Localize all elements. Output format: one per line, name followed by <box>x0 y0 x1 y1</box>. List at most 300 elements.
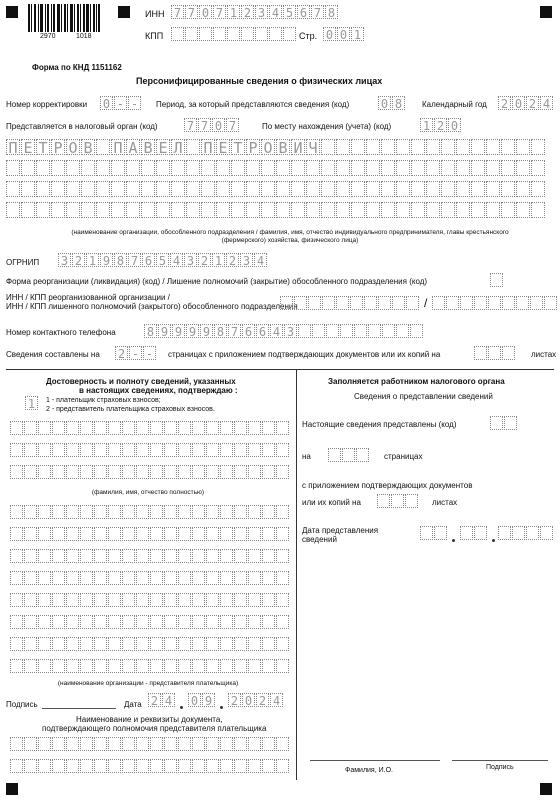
char-cell[interactable] <box>262 615 275 629</box>
char-cell[interactable]: 0 <box>512 96 525 110</box>
char-cell[interactable] <box>94 759 107 773</box>
char-cell[interactable] <box>234 593 247 607</box>
char-cell[interactable] <box>248 593 261 607</box>
char-cell[interactable]: 0 <box>188 693 201 707</box>
char-cell[interactable] <box>122 659 135 673</box>
char-cell[interactable] <box>94 615 107 629</box>
char-cell[interactable] <box>441 160 455 176</box>
char-cell[interactable]: 4 <box>254 253 267 267</box>
char-cell[interactable] <box>488 346 501 360</box>
char-cell[interactable] <box>156 160 170 176</box>
char-cell[interactable] <box>276 759 289 773</box>
char-cell[interactable] <box>38 527 51 541</box>
char-cell[interactable] <box>164 505 177 519</box>
char-cell[interactable] <box>94 549 107 563</box>
char-cell[interactable] <box>80 505 93 519</box>
char-cell[interactable] <box>526 526 539 540</box>
char-cell[interactable] <box>66 505 79 519</box>
char-cell[interactable]: 7 <box>213 5 226 19</box>
char-cell[interactable]: 2 <box>256 693 269 707</box>
char-cell[interactable] <box>381 181 395 197</box>
char-cell[interactable] <box>80 637 93 651</box>
char-cell[interactable] <box>185 27 198 41</box>
char-cell[interactable] <box>234 505 247 519</box>
char-cell[interactable]: 7 <box>198 118 211 132</box>
char-cell[interactable] <box>136 549 149 563</box>
char-cell[interactable] <box>276 637 289 651</box>
char-cell[interactable] <box>486 181 500 197</box>
char-cell[interactable] <box>321 181 335 197</box>
char-cell[interactable]: 2 <box>228 693 241 707</box>
char-cell[interactable] <box>234 737 247 751</box>
kpp-field[interactable] <box>171 27 297 41</box>
char-cell[interactable] <box>150 571 163 585</box>
char-cell[interactable]: 3 <box>255 5 268 19</box>
char-cell[interactable]: 4 <box>162 693 175 707</box>
char-cell[interactable] <box>201 181 215 197</box>
char-cell[interactable] <box>501 181 515 197</box>
year-field[interactable] <box>498 96 554 110</box>
char-cell[interactable] <box>276 659 289 673</box>
char-cell[interactable]: 0 <box>242 693 255 707</box>
char-cell[interactable] <box>366 181 380 197</box>
char-cell[interactable] <box>248 421 261 435</box>
char-cell[interactable]: 9 <box>186 324 199 338</box>
char-cell[interactable] <box>192 737 205 751</box>
char-cell[interactable] <box>52 659 65 673</box>
char-cell[interactable] <box>186 160 200 176</box>
char-cell[interactable] <box>186 139 200 155</box>
char-cell[interactable] <box>248 549 261 563</box>
char-cell[interactable]: 7 <box>185 5 198 19</box>
char-cell[interactable]: Е <box>156 139 170 155</box>
char-cell[interactable] <box>10 615 23 629</box>
char-cell[interactable] <box>206 637 219 651</box>
char-cell[interactable] <box>220 615 233 629</box>
char-cell[interactable] <box>94 659 107 673</box>
rep-org-row-1[interactable] <box>10 505 290 519</box>
char-cell[interactable] <box>38 637 51 651</box>
rep-org-row-8[interactable] <box>10 659 290 673</box>
char-cell[interactable] <box>262 593 275 607</box>
char-cell[interactable] <box>220 637 233 651</box>
char-cell[interactable] <box>356 448 369 462</box>
char-cell[interactable]: 5 <box>156 253 169 267</box>
char-cell[interactable] <box>381 160 395 176</box>
char-cell[interactable] <box>220 443 233 457</box>
char-cell[interactable] <box>80 527 93 541</box>
char-cell[interactable] <box>51 181 65 197</box>
char-cell[interactable] <box>66 421 79 435</box>
char-cell[interactable] <box>150 759 163 773</box>
char-cell[interactable] <box>36 202 50 218</box>
char-cell[interactable]: 1 <box>351 27 364 41</box>
signer-code-field[interactable] <box>25 396 39 410</box>
char-cell[interactable] <box>136 421 149 435</box>
char-cell[interactable] <box>94 465 107 479</box>
char-cell[interactable] <box>81 181 95 197</box>
char-cell[interactable] <box>38 465 51 479</box>
char-cell[interactable]: 2 <box>526 96 539 110</box>
char-cell[interactable] <box>136 615 149 629</box>
char-cell[interactable] <box>192 549 205 563</box>
char-cell[interactable] <box>156 181 170 197</box>
char-cell[interactable] <box>420 526 433 540</box>
char-cell[interactable] <box>261 181 275 197</box>
char-cell[interactable]: 6 <box>256 324 269 338</box>
char-cell[interactable] <box>10 421 23 435</box>
char-cell[interactable] <box>216 160 230 176</box>
char-cell[interactable] <box>164 637 177 651</box>
char-cell[interactable] <box>38 659 51 673</box>
char-cell[interactable] <box>38 505 51 519</box>
char-cell[interactable] <box>231 202 245 218</box>
char-cell[interactable] <box>234 527 247 541</box>
char-cell[interactable] <box>192 759 205 773</box>
char-cell[interactable] <box>136 737 149 751</box>
char-cell[interactable] <box>52 571 65 585</box>
char-cell[interactable] <box>255 27 268 41</box>
char-cell[interactable] <box>21 181 35 197</box>
char-cell[interactable]: 6 <box>242 324 255 338</box>
char-cell[interactable] <box>80 443 93 457</box>
char-cell[interactable] <box>66 637 79 651</box>
char-cell[interactable]: 2 <box>148 693 161 707</box>
char-cell[interactable] <box>241 27 254 41</box>
date-month-field[interactable] <box>188 693 216 707</box>
date-year-field[interactable] <box>228 693 284 707</box>
char-cell[interactable] <box>227 27 240 41</box>
char-cell[interactable] <box>10 443 23 457</box>
char-cell[interactable] <box>38 443 51 457</box>
char-cell[interactable] <box>234 637 247 651</box>
char-cell[interactable] <box>150 527 163 541</box>
char-cell[interactable] <box>136 527 149 541</box>
char-cell[interactable] <box>164 593 177 607</box>
char-cell[interactable] <box>136 505 149 519</box>
char-cell[interactable] <box>366 139 380 155</box>
signer-fio-row-1[interactable] <box>10 421 290 435</box>
char-cell[interactable]: 9 <box>100 253 113 267</box>
char-cell[interactable] <box>328 448 341 462</box>
char-cell[interactable] <box>171 27 184 41</box>
char-cell[interactable] <box>276 181 290 197</box>
char-cell[interactable]: - <box>129 346 142 360</box>
char-cell[interactable] <box>471 202 485 218</box>
char-cell[interactable] <box>410 324 423 338</box>
char-cell[interactable] <box>141 181 155 197</box>
char-cell[interactable]: Т <box>36 139 50 155</box>
rep-org-row-2[interactable] <box>10 527 290 541</box>
tax-fio-line[interactable] <box>310 760 440 761</box>
char-cell[interactable] <box>396 139 410 155</box>
char-cell[interactable]: 9 <box>202 693 215 707</box>
char-cell[interactable] <box>276 571 289 585</box>
char-cell[interactable]: 8 <box>325 5 338 19</box>
char-cell[interactable] <box>298 324 311 338</box>
char-cell[interactable] <box>94 571 107 585</box>
char-cell[interactable]: 2 <box>434 118 447 132</box>
char-cell[interactable] <box>96 139 110 155</box>
char-cell[interactable] <box>411 160 425 176</box>
char-cell[interactable]: 2 <box>115 346 128 360</box>
char-cell[interactable] <box>471 181 485 197</box>
char-cell[interactable] <box>80 615 93 629</box>
char-cell[interactable] <box>530 296 543 310</box>
char-cell[interactable] <box>471 160 485 176</box>
char-cell[interactable] <box>150 593 163 607</box>
char-cell[interactable] <box>262 549 275 563</box>
char-cell[interactable] <box>262 465 275 479</box>
char-cell[interactable] <box>111 160 125 176</box>
char-cell[interactable] <box>51 160 65 176</box>
char-cell[interactable]: 9 <box>158 324 171 338</box>
char-cell[interactable] <box>269 27 282 41</box>
char-cell[interactable] <box>262 527 275 541</box>
char-cell[interactable] <box>381 139 395 155</box>
char-cell[interactable] <box>164 659 177 673</box>
char-cell[interactable] <box>66 737 79 751</box>
char-cell[interactable]: 4 <box>270 693 283 707</box>
char-cell[interactable] <box>108 527 121 541</box>
char-cell[interactable] <box>126 202 140 218</box>
char-cell[interactable] <box>206 737 219 751</box>
char-cell[interactable] <box>206 593 219 607</box>
char-cell[interactable] <box>80 549 93 563</box>
char-cell[interactable] <box>136 465 149 479</box>
char-cell[interactable] <box>504 416 517 430</box>
char-cell[interactable] <box>81 202 95 218</box>
doc-row-1[interactable] <box>10 737 290 751</box>
tax-date-day[interactable] <box>420 526 448 540</box>
char-cell[interactable] <box>291 181 305 197</box>
char-cell[interactable] <box>108 505 121 519</box>
char-cell[interactable] <box>80 593 93 607</box>
char-cell[interactable]: И <box>291 139 305 155</box>
char-cell[interactable] <box>122 571 135 585</box>
char-cell[interactable] <box>432 296 445 310</box>
char-cell[interactable]: Р <box>246 139 260 155</box>
char-cell[interactable] <box>10 527 23 541</box>
char-cell[interactable] <box>276 527 289 541</box>
char-cell[interactable]: 7 <box>226 118 239 132</box>
char-cell[interactable] <box>276 615 289 629</box>
rep-org-row-6[interactable] <box>10 615 290 629</box>
char-cell[interactable] <box>396 181 410 197</box>
char-cell[interactable] <box>206 443 219 457</box>
char-cell[interactable] <box>486 202 500 218</box>
char-cell[interactable] <box>150 659 163 673</box>
char-cell[interactable] <box>231 160 245 176</box>
tax-date-year[interactable] <box>498 526 554 540</box>
char-cell[interactable] <box>262 571 275 585</box>
char-cell[interactable] <box>276 505 289 519</box>
char-cell[interactable] <box>21 202 35 218</box>
char-cell[interactable] <box>80 737 93 751</box>
char-cell[interactable] <box>94 737 107 751</box>
char-cell[interactable]: О <box>66 139 80 155</box>
char-cell[interactable] <box>531 160 545 176</box>
char-cell[interactable] <box>291 202 305 218</box>
char-cell[interactable] <box>66 615 79 629</box>
char-cell[interactable] <box>336 160 350 176</box>
char-cell[interactable] <box>111 202 125 218</box>
char-cell[interactable] <box>501 139 515 155</box>
char-cell[interactable] <box>141 160 155 176</box>
char-cell[interactable] <box>206 659 219 673</box>
char-cell[interactable] <box>66 443 79 457</box>
char-cell[interactable] <box>192 443 205 457</box>
char-cell[interactable] <box>38 737 51 751</box>
char-cell[interactable] <box>36 160 50 176</box>
char-cell[interactable] <box>66 527 79 541</box>
char-cell[interactable] <box>441 202 455 218</box>
char-cell[interactable] <box>246 181 260 197</box>
char-cell[interactable] <box>164 421 177 435</box>
char-cell[interactable] <box>216 181 230 197</box>
reorg-kpp-field[interactable] <box>432 296 558 310</box>
char-cell[interactable] <box>38 421 51 435</box>
char-cell[interactable] <box>10 759 23 773</box>
char-cell[interactable] <box>66 759 79 773</box>
char-cell[interactable] <box>248 637 261 651</box>
char-cell[interactable] <box>108 637 121 651</box>
char-cell[interactable] <box>108 549 121 563</box>
char-cell[interactable]: В <box>81 139 95 155</box>
char-cell[interactable] <box>502 296 515 310</box>
char-cell[interactable] <box>51 202 65 218</box>
period-field[interactable] <box>378 96 406 110</box>
char-cell[interactable] <box>66 181 80 197</box>
char-cell[interactable] <box>178 549 191 563</box>
char-cell[interactable] <box>136 443 149 457</box>
char-cell[interactable]: 5 <box>283 5 296 19</box>
char-cell[interactable] <box>6 202 20 218</box>
char-cell[interactable] <box>66 593 79 607</box>
char-cell[interactable] <box>136 637 149 651</box>
char-cell[interactable] <box>262 505 275 519</box>
char-cell[interactable] <box>141 202 155 218</box>
char-cell[interactable] <box>276 443 289 457</box>
char-cell[interactable] <box>80 465 93 479</box>
char-cell[interactable] <box>411 202 425 218</box>
char-cell[interactable] <box>306 160 320 176</box>
char-cell[interactable] <box>213 27 226 41</box>
char-cell[interactable] <box>262 421 275 435</box>
char-cell[interactable] <box>234 465 247 479</box>
char-cell[interactable] <box>426 160 440 176</box>
char-cell[interactable] <box>122 527 135 541</box>
char-cell[interactable] <box>392 296 405 310</box>
char-cell[interactable] <box>351 160 365 176</box>
signer-fio-row-2[interactable] <box>10 443 290 457</box>
char-cell[interactable] <box>186 202 200 218</box>
char-cell[interactable] <box>405 494 418 508</box>
char-cell[interactable] <box>111 181 125 197</box>
char-cell[interactable] <box>178 571 191 585</box>
char-cell[interactable] <box>136 659 149 673</box>
char-cell[interactable]: 1 <box>25 396 38 410</box>
char-cell[interactable] <box>206 759 219 773</box>
char-cell[interactable] <box>234 659 247 673</box>
char-cell[interactable] <box>52 465 65 479</box>
char-cell[interactable] <box>220 465 233 479</box>
presented-code-field[interactable] <box>490 416 518 430</box>
char-cell[interactable] <box>486 139 500 155</box>
char-cell[interactable]: 2 <box>498 96 511 110</box>
char-cell[interactable] <box>411 181 425 197</box>
char-cell[interactable] <box>276 160 290 176</box>
char-cell[interactable] <box>52 637 65 651</box>
char-cell[interactable] <box>366 202 380 218</box>
char-cell[interactable] <box>178 659 191 673</box>
char-cell[interactable] <box>248 615 261 629</box>
char-cell[interactable] <box>206 527 219 541</box>
char-cell[interactable] <box>321 160 335 176</box>
org-name-row-4[interactable] <box>6 202 546 218</box>
char-cell[interactable] <box>381 202 395 218</box>
char-cell[interactable] <box>24 421 37 435</box>
char-cell[interactable] <box>24 615 37 629</box>
location-field[interactable] <box>420 118 462 132</box>
char-cell[interactable] <box>261 160 275 176</box>
tax-organ-field[interactable] <box>184 118 240 132</box>
char-cell[interactable] <box>262 637 275 651</box>
char-cell[interactable] <box>446 296 459 310</box>
char-cell[interactable] <box>306 202 320 218</box>
char-cell[interactable] <box>456 160 470 176</box>
char-cell[interactable]: Ч <box>306 139 320 155</box>
char-cell[interactable] <box>411 139 425 155</box>
char-cell[interactable] <box>206 505 219 519</box>
char-cell[interactable] <box>516 296 529 310</box>
char-cell[interactable] <box>366 160 380 176</box>
char-cell[interactable] <box>122 549 135 563</box>
char-cell[interactable]: В <box>141 139 155 155</box>
char-cell[interactable]: 2 <box>226 253 239 267</box>
char-cell[interactable] <box>24 737 37 751</box>
char-cell[interactable] <box>531 181 545 197</box>
char-cell[interactable] <box>122 443 135 457</box>
char-cell[interactable] <box>150 737 163 751</box>
char-cell[interactable] <box>308 296 321 310</box>
char-cell[interactable]: 3 <box>284 324 297 338</box>
char-cell[interactable] <box>122 465 135 479</box>
signer-fio-row-3[interactable] <box>10 465 290 479</box>
char-cell[interactable] <box>52 505 65 519</box>
char-cell[interactable] <box>164 615 177 629</box>
char-cell[interactable] <box>216 202 230 218</box>
char-cell[interactable] <box>164 465 177 479</box>
page-number-field[interactable] <box>323 27 365 41</box>
char-cell[interactable] <box>192 593 205 607</box>
char-cell[interactable] <box>192 527 205 541</box>
char-cell[interactable] <box>434 526 447 540</box>
char-cell[interactable] <box>441 181 455 197</box>
rep-org-row-5[interactable] <box>10 593 290 607</box>
char-cell[interactable] <box>178 527 191 541</box>
char-cell[interactable] <box>10 659 23 673</box>
char-cell[interactable] <box>24 637 37 651</box>
char-cell[interactable] <box>336 181 350 197</box>
copies-sheets-field[interactable] <box>474 346 516 360</box>
char-cell[interactable] <box>126 160 140 176</box>
char-cell[interactable] <box>248 737 261 751</box>
char-cell[interactable] <box>10 737 23 751</box>
char-cell[interactable] <box>234 443 247 457</box>
char-cell[interactable] <box>426 181 440 197</box>
char-cell[interactable] <box>276 593 289 607</box>
